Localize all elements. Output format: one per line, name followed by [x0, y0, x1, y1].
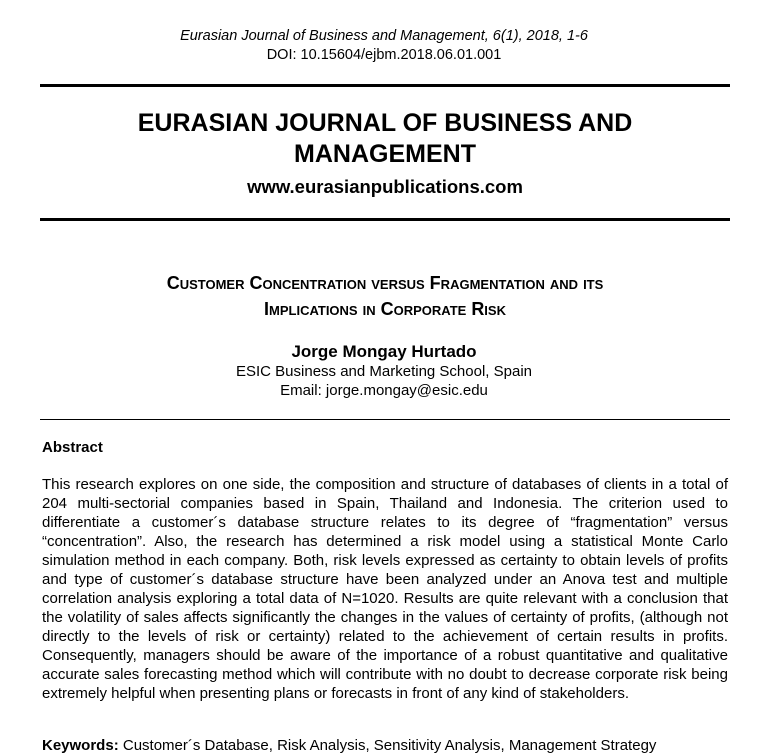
article-title-line-2: Implications in Corporate Risk: [264, 299, 506, 319]
journal-url: www.eurasianpublications.com: [247, 176, 523, 197]
keywords-label: Keywords:: [42, 737, 119, 754]
author-affiliation: ESIC Business and Marketing School, Spain: [236, 363, 532, 380]
journal-title: [40, 108, 730, 170]
article-title: [40, 270, 730, 322]
header-bottom-rule: [40, 218, 730, 221]
author-email: Email: jorge.mongay@esic.edu: [280, 382, 488, 399]
author-name: Jorge Mongay Hurtado: [291, 342, 477, 361]
author-divider: [40, 419, 730, 420]
journal-title-line-2: MANAGEMENT: [294, 140, 476, 168]
abstract-heading: Abstract: [42, 439, 103, 456]
top-rule: [40, 84, 730, 87]
doi-line: DOI: 10.15604/ejbm.2018.06.01.001: [266, 47, 502, 63]
journal-citation: Eurasian Journal of Business and Management, 6(1), 2018, 1-6: [180, 28, 588, 44]
abstract-body: This research explores on one side, the composition and structure of databases of clients in a total of 204 multi-sectorial companies based in Spain, Thailand and Indonesia. The criterion used to differentiate a customer´s database structure relates to its degree of “fragmentation” versus “concentration”. Also, the research has determined a risk model using a statistical Monte Carlo simulation method in each company. Both, risk levels expressed as certainty to obtain levels of profits and type of customer´s database structure have been analyzed under an Anova test and multiple correlation analysis exploring a total data of N=1020. Results are quite relevant with a conclusion that the volatility of sales affects significantly the changes in the values of certainty of profits, (although not directly to the levels of risk or certainty) related to the achievement of certain results in profits. Consequently, managers should be aware of the importance of a robust quantitative and qualitative accurate sales forecasting method which will contribute with no doubt to decrease corporate risk being extremely helpful when presenting plans or forecasts in front of any kind of stakeholders.: [42, 476, 728, 702]
keywords-line: [42, 736, 728, 755]
article-title-line-1: Customer Concentration versus Fragmentation and its: [166, 273, 604, 293]
journal-title-line-1: EURASIAN JOURNAL OF BUSINESS AND: [137, 109, 633, 137]
keywords-text: Customer´s Database, Risk Analysis, Sensitivity Analysis, Management Strategy: [118, 737, 657, 754]
